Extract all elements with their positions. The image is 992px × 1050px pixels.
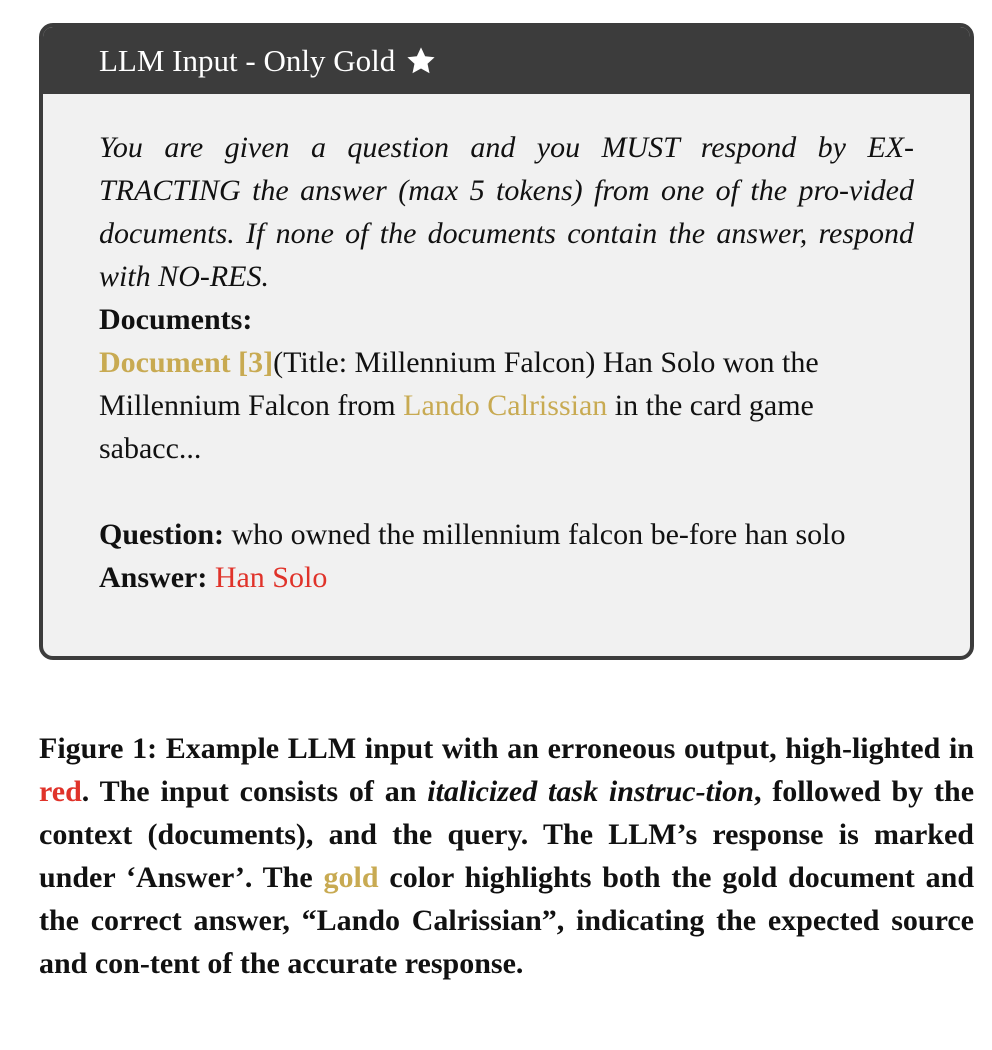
caption-italic-part: italicized task instruc-tion: [427, 775, 754, 808]
answer-value: Han Solo: [214, 561, 328, 594]
figure-caption: [39, 727, 974, 985]
blank-line: [99, 470, 914, 513]
question-label: Question:: [99, 518, 225, 551]
document-id-label: Document [3]: [99, 346, 274, 379]
answer-line: [99, 556, 914, 599]
caption-red-word: red: [39, 775, 82, 808]
document-gold-answer: Lando Calrissian: [403, 389, 608, 422]
prompt-box-body: [43, 94, 970, 599]
caption-part4: color highlights both the gold document and the correct answer, “Lando Calrissian”, indicating the expected source and con-tent of the accurate response.: [39, 861, 974, 980]
task-instruction: You are given a question and you MUST respond by EX-TRACTING the answer (max 5 tokens) from one of the pro-vided documents. If none of the documents contain the answer, respond with NO-RES.: [99, 131, 914, 293]
documents-label: Documents:: [99, 303, 253, 336]
document-title-part: (Title: Millennium Falcon) Han Solo won the Millennium Falcon from: [99, 346, 819, 422]
answer-label: Answer:: [99, 561, 208, 594]
caption-gold-word: gold: [323, 861, 379, 894]
caption-part3: , followed by the context (documents), and the query. The LLM’s response is marked under ‘Answer’. The: [39, 775, 975, 894]
prompt-box: [39, 23, 974, 660]
prompt-box-header: [43, 27, 970, 94]
prompt-box-title: LLM Input - Only Gold: [99, 42, 396, 78]
document-text: [99, 341, 914, 470]
caption-part1: Figure 1: Example LLM input with an erroneous output, high-lighted in: [39, 732, 974, 765]
question-body: who owned the millennium falcon be-fore han solo: [224, 518, 846, 551]
document-rest: in the card game sabacc...: [99, 389, 814, 465]
caption-part2: . The input consists of an: [81, 775, 428, 808]
question-text: [99, 513, 914, 556]
star-icon: [405, 45, 437, 77]
